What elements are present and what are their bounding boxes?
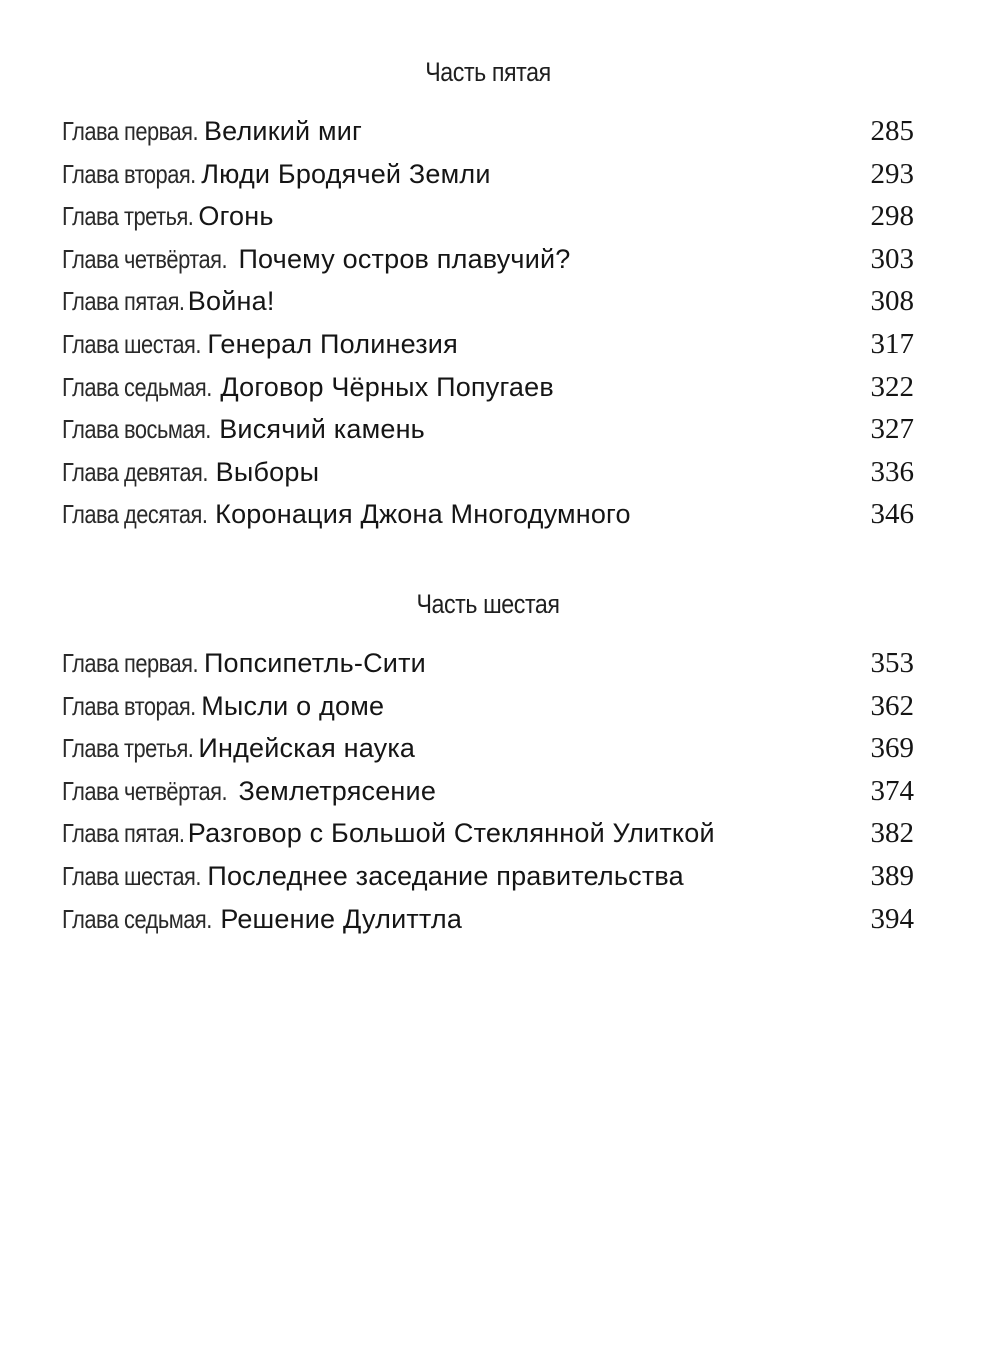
page-number: 394 xyxy=(870,902,914,935)
toc-entry[interactable] xyxy=(62,366,914,409)
toc-entry[interactable] xyxy=(62,451,914,494)
page-number: 298 xyxy=(870,200,914,233)
chapter-label: Глава девятая. xyxy=(62,456,208,487)
toc-entry[interactable] xyxy=(62,770,914,813)
chapter-label: Глава четвёртая. xyxy=(62,775,228,806)
part-five-chapter-list xyxy=(62,110,914,536)
chapter-title: Договор Чёрных Попугаев xyxy=(220,371,554,402)
chapter-title: Выборы xyxy=(215,456,320,487)
chapter-label: Глава пятая. xyxy=(62,286,185,317)
toc-entry[interactable] xyxy=(62,238,914,281)
toc-entry[interactable] xyxy=(62,195,914,238)
page-number: 353 xyxy=(870,647,914,679)
toc-entry[interactable] xyxy=(62,727,914,770)
chapter-label: Глава десятая. xyxy=(62,499,208,530)
chapter-label: Глава седьмая. xyxy=(62,371,212,402)
page-number: 362 xyxy=(870,689,914,722)
chapter-title: Коронация Джона Многодумного xyxy=(215,499,631,530)
chapter-label: Глава шестая. xyxy=(62,328,201,359)
chapter-label: Глава шестая. xyxy=(62,860,201,891)
page-number: 327 xyxy=(870,413,914,446)
toc-entry[interactable] xyxy=(62,685,914,728)
chapter-title: Последнее заседание правительства xyxy=(207,860,684,891)
chapter-label: Глава седьмая. xyxy=(62,903,212,934)
chapter-title: Почему остров плавучий? xyxy=(238,243,571,274)
toc-entry[interactable] xyxy=(62,812,914,855)
page-number: 303 xyxy=(870,242,914,275)
chapter-label: Глава вторая. xyxy=(62,158,196,189)
chapter-label: Глава четвёртая. xyxy=(62,243,228,274)
toc-entry[interactable] xyxy=(62,153,914,196)
chapter-title: Война! xyxy=(187,286,275,317)
page-number: 346 xyxy=(870,498,914,531)
part-six-title: Часть шестая xyxy=(416,589,560,619)
page-number: 308 xyxy=(870,285,914,318)
chapter-title: Разговор с Большой Стеклянной Улиткой xyxy=(187,818,715,849)
page-number: 285 xyxy=(870,115,914,147)
chapter-title: Висячий камень xyxy=(219,414,425,445)
page-number: 369 xyxy=(870,732,914,765)
toc-entry[interactable] xyxy=(62,855,914,898)
toc-entry[interactable] xyxy=(62,408,914,451)
chapter-label: Глава вторая. xyxy=(62,690,196,721)
page-number: 382 xyxy=(870,817,914,850)
part-five-section xyxy=(62,52,914,536)
page-number: 293 xyxy=(870,157,914,190)
toc-entry[interactable] xyxy=(62,323,914,366)
chapter-title: Попсипетль-Сити xyxy=(203,648,426,678)
chapter-label: Глава третья. xyxy=(62,201,194,232)
page-number: 322 xyxy=(870,370,914,403)
part-five-title: Часть пятая xyxy=(425,57,551,87)
toc-entry[interactable] xyxy=(62,493,914,536)
toc-entry[interactable] xyxy=(62,110,914,153)
chapter-title: Решение Дулиттла xyxy=(220,903,463,934)
chapter-title: Мысли о доме xyxy=(201,690,385,721)
chapter-title: Великий миг xyxy=(203,116,363,146)
chapter-label: Глава первая. xyxy=(62,648,199,678)
page-number: 317 xyxy=(870,327,914,360)
chapter-label: Глава третья. xyxy=(62,733,194,764)
toc-entry[interactable] xyxy=(62,280,914,323)
chapter-title: Индейская наука xyxy=(198,733,416,764)
part-six-section xyxy=(62,584,914,940)
chapter-title: Землетрясение xyxy=(238,775,437,806)
chapter-title: Огонь xyxy=(198,201,274,232)
page-number: 389 xyxy=(870,859,914,892)
toc-entry[interactable] xyxy=(62,898,914,941)
page-number: 336 xyxy=(870,455,914,488)
chapter-label: Глава восьмая. xyxy=(62,414,211,445)
chapter-label: Глава первая. xyxy=(62,116,199,146)
toc-entry[interactable] xyxy=(62,642,914,685)
chapter-title: Генерал Полинезия xyxy=(207,328,458,359)
chapter-label: Глава пятая. xyxy=(62,818,185,849)
chapter-title: Люди Бродячей Земли xyxy=(201,158,491,189)
part-six-chapter-list xyxy=(62,642,914,940)
page-number: 374 xyxy=(870,774,914,807)
